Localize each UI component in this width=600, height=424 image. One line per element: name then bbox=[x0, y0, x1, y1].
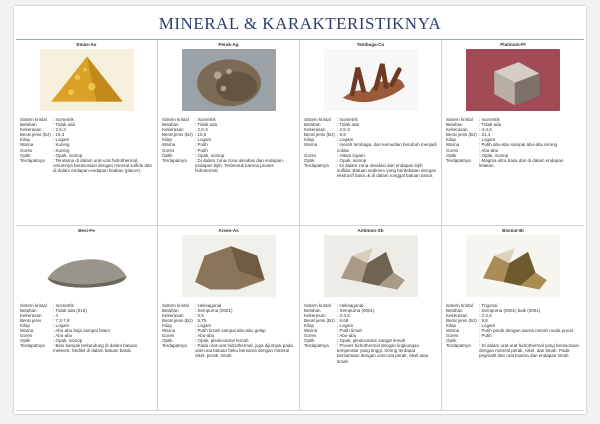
property-row bbox=[20, 158, 153, 173]
emas-au-specimen-photo bbox=[40, 49, 134, 111]
property-label: Kekerasan bbox=[20, 312, 42, 318]
mineral-card-bismut-bi bbox=[442, 226, 584, 412]
property-value: : 5,75 bbox=[195, 318, 295, 323]
property-value: : Magma ultra basa dan di dalam endapan letakan. bbox=[479, 158, 580, 168]
property-label: Terdapatnya bbox=[162, 343, 187, 349]
property-label: Warna bbox=[162, 327, 176, 333]
property-label: Belahan bbox=[446, 122, 463, 128]
property-value: : 4 bbox=[53, 313, 153, 318]
property-label: Belahan bbox=[20, 122, 37, 128]
property-label: Belahan bbox=[304, 307, 321, 313]
property-label: Warna bbox=[304, 142, 318, 148]
property-label: Terdapatnya bbox=[446, 343, 471, 349]
property-value: : 2-2,5 bbox=[479, 313, 580, 318]
specimen-image bbox=[324, 235, 418, 297]
mineral-name: Tembaga-Cu bbox=[356, 42, 385, 47]
property-value: : Putih perak dengan warna merah muda pucat bbox=[479, 328, 580, 333]
property-value: : Sempurna (0001) bbox=[337, 308, 437, 313]
property-label: Belahan bbox=[304, 122, 321, 128]
property-label: Warna bbox=[446, 327, 460, 333]
property-value: : Besi banyak terkandung di dalam batuan meteorit. Sedikit di dalam batuan basal. bbox=[53, 343, 153, 353]
property-value: : Kuning bbox=[53, 148, 153, 153]
property-value: : Logam bbox=[337, 323, 437, 328]
property-label: Kekerasan bbox=[304, 312, 326, 318]
mineral-card-arsen-as bbox=[158, 226, 300, 412]
property-value: : 4-4,5 bbox=[479, 127, 580, 132]
mineral-card-tembaga-cu bbox=[300, 40, 442, 226]
property-label: Kilap bbox=[162, 137, 173, 143]
property-label: Kekerasan bbox=[162, 127, 184, 133]
property-value: : Logam bbox=[479, 323, 580, 328]
property-value: : Opak, isotrop bbox=[479, 153, 580, 158]
property-value: : Tidak ada bbox=[53, 122, 153, 127]
property-value: : Opak, pleokroisme sangat lemah bbox=[337, 338, 437, 343]
property-label: Berat jenis (BJ) bbox=[304, 317, 335, 323]
property-value: : Putih bbox=[479, 333, 580, 338]
property-label: Belahan bbox=[162, 307, 179, 313]
property-row bbox=[304, 163, 437, 178]
property-value: : 6,68 bbox=[337, 318, 437, 323]
mineral-name: Arsen-As bbox=[218, 227, 239, 233]
property-value: : Abu-abu bbox=[53, 333, 153, 338]
property-label: Warna bbox=[20, 327, 34, 333]
property-value: : Logam bbox=[479, 137, 580, 142]
property-value: : Opak, pleokroisme lemah bbox=[195, 338, 295, 343]
property-value: : Abu-abu baja sampai hitam bbox=[53, 328, 153, 333]
mineral-name: Antimon-Sb bbox=[357, 227, 384, 233]
property-label: Kilap bbox=[446, 322, 457, 328]
specimen-image bbox=[182, 235, 276, 297]
property-list bbox=[20, 303, 153, 354]
property-value: : 2,5-3 bbox=[337, 127, 437, 132]
specimen-image bbox=[324, 49, 418, 111]
specimen-image bbox=[182, 49, 276, 111]
mineral-card-emas-au bbox=[16, 40, 158, 226]
property-label: Gores bbox=[20, 333, 33, 339]
specimen-image bbox=[40, 235, 134, 297]
property-label: Kilap bbox=[20, 322, 31, 328]
property-value: : Isometrik bbox=[195, 117, 295, 122]
property-value: : Logam bbox=[337, 137, 437, 142]
property-label: Sistem kristal bbox=[446, 302, 473, 308]
property-label: Terdapatnya bbox=[446, 157, 471, 163]
specimen-image bbox=[40, 49, 134, 111]
property-label: Sistem kristal bbox=[20, 302, 47, 308]
poster-sheet bbox=[14, 6, 586, 414]
property-value: : 19,3 bbox=[53, 132, 153, 137]
property-label: Kilap bbox=[304, 322, 315, 328]
property-value: : Hitam logam bbox=[337, 153, 437, 158]
property-value: : Opak, isotrop bbox=[53, 338, 153, 343]
bismut-bi-specimen-photo bbox=[466, 235, 560, 297]
property-label: Optik bbox=[162, 338, 173, 344]
besi-fe-specimen-photo bbox=[40, 235, 134, 297]
property-list bbox=[304, 117, 437, 178]
property-value: : Di dalam zona-zona oksidasi dan endapan-endapan bijih. Terbentuk karena proses hidrotermal bbox=[195, 158, 295, 173]
tembaga-cu-specimen-photo bbox=[324, 49, 418, 111]
property-label: Berat jenis (BJ) bbox=[446, 132, 477, 138]
property-row bbox=[20, 343, 153, 353]
mineral-name: Besi-Fe bbox=[78, 227, 95, 233]
property-value: : Putih timah bbox=[337, 328, 437, 333]
property-value: : Heksagonal bbox=[337, 303, 437, 308]
property-label: Terdapatnya bbox=[20, 157, 45, 163]
property-label: Warna bbox=[304, 327, 318, 333]
property-label: Berat jenis bbox=[20, 317, 42, 323]
property-label: Warna bbox=[446, 142, 460, 148]
property-label: Sistem kristal bbox=[162, 302, 189, 308]
property-list bbox=[304, 303, 437, 364]
property-value: : Trigonal bbox=[479, 303, 580, 308]
property-value: : Opak, isotrop bbox=[337, 158, 437, 163]
specimen-image bbox=[466, 235, 560, 297]
property-value: : Tidak ada bbox=[337, 122, 437, 127]
property-label: Sistem kristal bbox=[446, 117, 473, 122]
property-list bbox=[162, 117, 295, 173]
property-list bbox=[20, 117, 153, 173]
property-value: : Terutama di dalam urat-urat hidrothermal, umumnya berasosiasi dengan mineral sulfida dan di dalam endapan-endapan letakan (placer). bbox=[53, 158, 153, 173]
mineral-grid bbox=[16, 39, 584, 411]
property-value: : Di dalam urat-urat hidrothermal yang berasosiasi dengan mineral perak, nikel, dan timah. Pada pegmatit dan urat kuarsa dan endapan timah bbox=[479, 343, 580, 358]
specimen-image bbox=[466, 49, 560, 111]
property-value: : 2,5-3 bbox=[195, 127, 295, 132]
property-value: : Logam bbox=[53, 323, 153, 328]
property-label: Belahan bbox=[162, 122, 179, 128]
property-label: Berat jenis (BJ) bbox=[162, 132, 193, 138]
platinum-pt-specimen-photo bbox=[466, 49, 560, 111]
property-label: Kekerasan bbox=[20, 127, 42, 133]
property-value: : Opak, isotrop bbox=[53, 153, 153, 158]
property-label: Terdapatnya bbox=[20, 343, 45, 349]
property-list bbox=[162, 303, 295, 359]
property-label: Kekerasan bbox=[446, 127, 468, 133]
property-row bbox=[304, 142, 437, 152]
property-row bbox=[304, 343, 437, 363]
property-value: : Opak, isotrop bbox=[195, 153, 295, 158]
property-row bbox=[446, 158, 580, 168]
property-label: Optik bbox=[304, 157, 315, 163]
property-label: Sistem kristal bbox=[304, 117, 331, 122]
property-label: Sistem kristal bbox=[162, 117, 189, 122]
property-label: Belahan bbox=[20, 307, 37, 313]
property-value: : Heksagonal bbox=[195, 303, 295, 308]
property-label: Optik bbox=[304, 338, 315, 344]
property-value: : Putih bbox=[195, 148, 295, 153]
property-label: Terdapatnya bbox=[304, 162, 329, 168]
property-label: Optik bbox=[446, 338, 457, 344]
mineral-card-antimon-sb bbox=[300, 226, 442, 412]
property-value: : Tidak ada (010) bbox=[53, 308, 153, 313]
property-value: : Kuning bbox=[53, 142, 153, 147]
property-value: : 8,9 bbox=[337, 132, 437, 137]
property-value: : Isometrik bbox=[337, 117, 437, 122]
mineral-name: Bismut-Bi bbox=[502, 227, 524, 233]
property-value: : Isometrik bbox=[53, 303, 153, 308]
property-value: : Abu-abu bbox=[337, 333, 437, 338]
property-value: : Logam bbox=[195, 137, 295, 142]
property-label: Optik bbox=[20, 338, 31, 344]
property-label: Berat jenis (BJ) bbox=[446, 317, 477, 323]
property-value: : Di dalam zona oksidasi dari endapan bijih sulfida. Batuan sedimen yang berdekatan dengan ekstrusif basa, & di dalam ronggal batuan basal. bbox=[337, 163, 437, 178]
property-label: Gores bbox=[20, 147, 33, 153]
property-label: Optik bbox=[446, 152, 457, 158]
perak-ag-specimen-photo bbox=[182, 49, 276, 111]
property-list bbox=[446, 117, 580, 168]
property-label: Terdapatnya bbox=[304, 343, 329, 349]
mineral-name: Emas-Au bbox=[76, 42, 97, 47]
property-label: Warna bbox=[162, 142, 176, 148]
property-value: : Pada urat-urat hidrothermal, juga dijumpai pada urat-urat batuan beku bersama dengan mineral nikel, perak, timah. bbox=[195, 343, 295, 358]
property-value: : Sempurna (0001) baik (0001) bbox=[479, 308, 580, 313]
antimon-sb-specimen-photo bbox=[324, 235, 418, 297]
property-value: : Abu-abu bbox=[195, 333, 295, 338]
property-label: Kekerasan bbox=[446, 312, 468, 318]
property-label: Gores bbox=[304, 333, 317, 339]
mineral-card-perak-ag bbox=[158, 40, 300, 226]
property-value: : 10,5 bbox=[195, 132, 295, 137]
property-label: Berat jenis (BJ) bbox=[304, 132, 335, 138]
property-value: : Putih timah sampai abu-abu gelap bbox=[195, 328, 295, 333]
property-value: : Logam bbox=[195, 323, 295, 328]
property-label: Sistem kristal bbox=[20, 117, 47, 122]
property-row bbox=[446, 343, 580, 358]
property-label: Gores bbox=[304, 152, 317, 158]
mineral-name: Platinum-Pt bbox=[500, 42, 526, 47]
page-title: MINERAL & KARAKTERISTIKNYA bbox=[158, 14, 442, 33]
property-label: Sistem kristal bbox=[304, 302, 331, 308]
property-value: : 21,4 bbox=[479, 132, 580, 137]
property-label: Warna bbox=[20, 142, 34, 148]
property-label: Gores bbox=[162, 333, 175, 339]
property-label: Kilap bbox=[20, 137, 31, 143]
property-value: : 3-3,5 bbox=[337, 313, 437, 318]
property-label: Gores bbox=[446, 147, 459, 153]
property-label: Gores bbox=[446, 333, 459, 339]
property-label: Berat jenis (BJ) bbox=[20, 132, 51, 138]
property-label: Terdapatnya bbox=[162, 157, 187, 163]
property-label: Optik bbox=[20, 152, 31, 158]
property-value: : 3,5 bbox=[195, 313, 295, 318]
property-value: : Isometrik bbox=[479, 117, 580, 122]
property-label: Kilap bbox=[162, 322, 173, 328]
property-row bbox=[162, 343, 295, 358]
property-label: Kekerasan bbox=[162, 312, 184, 318]
property-value: : Logam bbox=[53, 137, 153, 142]
property-label: Kekerasan bbox=[304, 127, 326, 133]
property-value: : Tidak ada bbox=[479, 122, 580, 127]
property-label: Kilap bbox=[446, 137, 457, 143]
property-value: : 9,8 bbox=[479, 318, 580, 323]
mineral-name: Perak-Ag bbox=[218, 42, 239, 47]
property-value: : 7,3-7,8 bbox=[53, 318, 153, 323]
mineral-card-besi-fe bbox=[16, 226, 158, 412]
property-label: Gores bbox=[162, 147, 175, 153]
property-value: : Abu-abu bbox=[479, 148, 580, 153]
property-label: Kilap bbox=[304, 137, 315, 143]
mineral-card-platinum-pt bbox=[442, 40, 584, 226]
property-value: : Isometrik bbox=[53, 117, 153, 122]
property-value: : Sempurna (0001) bbox=[195, 308, 295, 313]
property-row bbox=[162, 158, 295, 173]
property-value: : Tidak ada bbox=[195, 122, 295, 127]
property-value: : Putih bbox=[195, 142, 295, 147]
arsen-as-specimen-photo bbox=[182, 235, 276, 297]
property-value: : Putih abu-abu sampai abu-abu terang bbox=[479, 142, 580, 147]
property-label: Optik bbox=[162, 152, 173, 158]
property-list bbox=[446, 303, 580, 359]
property-label: Belahan bbox=[446, 307, 463, 313]
property-value: : 2,5-3 bbox=[53, 127, 153, 132]
property-value: : merah tembaga, dan kemudian berubah menjadi coklat bbox=[337, 142, 437, 152]
property-label: Berat jenis (BJ) bbox=[162, 317, 193, 323]
property-value: : Proses hidrothermal dengan lingkungan temperatur yang tinggi. Sering terdapat bersamaan dengan urat-urat perak, nikel atau timah. bbox=[337, 343, 437, 363]
